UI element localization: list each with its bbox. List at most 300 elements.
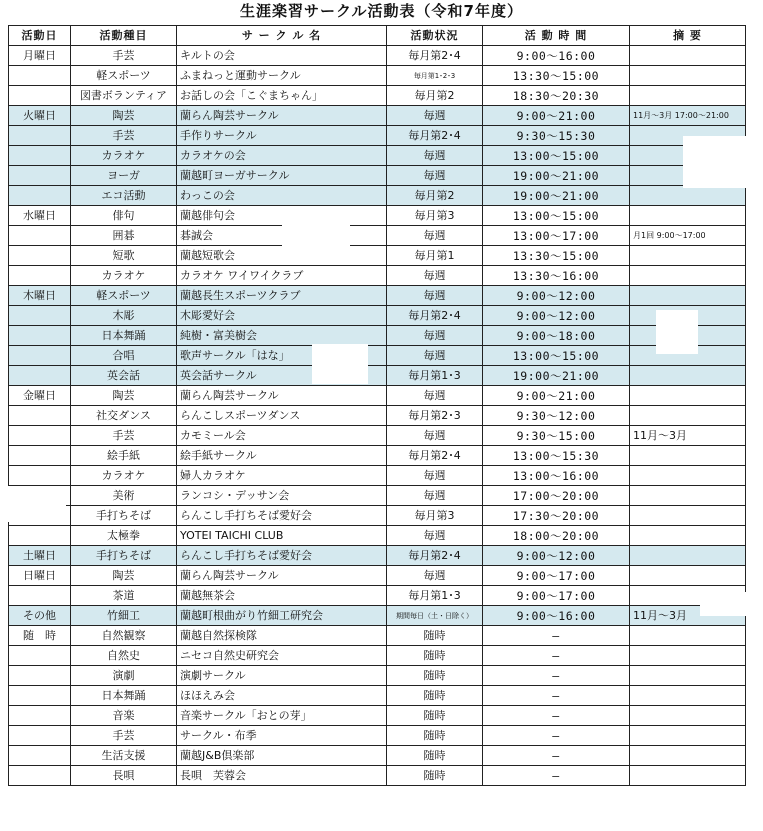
circle-name-text: 音楽サークル「おとの芽」 xyxy=(180,708,312,722)
table-row xyxy=(9,666,746,686)
circle-name-cell xyxy=(177,46,387,66)
status-cell xyxy=(387,326,483,346)
circle-name-text: 蘭越短歌会 xyxy=(180,248,235,262)
table-row xyxy=(9,286,746,306)
table-row xyxy=(9,426,746,446)
time-cell xyxy=(483,546,630,566)
note-cell xyxy=(630,486,746,506)
status-text: 毎週 xyxy=(423,148,446,162)
circle-name-text: 演劇サークル xyxy=(180,668,246,682)
time-cell xyxy=(483,306,630,326)
day-cell xyxy=(9,526,71,546)
table-row xyxy=(9,46,746,66)
note-cell xyxy=(630,86,746,106)
activity-type-text: 陶芸 xyxy=(112,108,135,122)
status-cell xyxy=(387,266,483,286)
activity-type-cell xyxy=(71,586,177,606)
table-row xyxy=(9,66,746,86)
circle-name-cell xyxy=(177,286,387,306)
circle-name-text: カモミール会 xyxy=(180,428,246,442)
circle-name-cell xyxy=(177,566,387,586)
status-cell xyxy=(387,666,483,686)
day-cell xyxy=(9,726,71,746)
day-cell xyxy=(9,646,71,666)
day-cell xyxy=(9,706,71,726)
day-cell xyxy=(9,166,71,186)
status-text: 毎週 xyxy=(423,168,446,182)
activity-type-text: 図書ボランティア xyxy=(79,88,168,102)
table-row xyxy=(9,166,746,186)
activity-type-text: カラオケ xyxy=(101,268,146,282)
day-cell xyxy=(9,386,71,406)
activity-type-text: 日本舞踊 xyxy=(101,328,146,342)
note-cell xyxy=(630,386,746,406)
table-row xyxy=(9,726,746,746)
status-text: 毎週 xyxy=(423,568,446,582)
status-cell xyxy=(387,686,483,706)
time-text: 9:00～16:00 xyxy=(516,48,596,63)
time-cell xyxy=(483,506,630,526)
circle-name-text: 蘭らん陶芸サークル xyxy=(180,108,279,122)
activity-type-cell xyxy=(71,106,177,126)
time-text: 18:00～20:00 xyxy=(512,528,600,543)
time-cell xyxy=(483,486,630,506)
header-row xyxy=(9,26,746,46)
note-cell xyxy=(630,266,746,286)
status-text: 随時 xyxy=(423,768,446,782)
activity-type-cell xyxy=(71,186,177,206)
circle-name-text: 蘭越町根曲がり竹細工研究会 xyxy=(180,608,323,622)
status-text: 随時 xyxy=(423,748,446,762)
note-text: 月1回 9:00～17:00 xyxy=(633,231,706,240)
time-cell xyxy=(483,146,630,166)
redaction-patch xyxy=(683,136,747,188)
circle-name-cell xyxy=(177,126,387,146)
circle-name-cell xyxy=(177,606,387,626)
circle-name-cell xyxy=(177,626,387,646)
circle-name-text: 手作りサークル xyxy=(180,128,257,142)
note-cell xyxy=(630,726,746,746)
activity-type-text: カラオケ xyxy=(101,468,146,482)
activity-type-text: 長唄 xyxy=(112,768,135,782)
time-cell xyxy=(483,326,630,346)
circle-name-text: キルトの会 xyxy=(180,48,235,62)
time-cell xyxy=(483,246,630,266)
header-type: 活動種目 xyxy=(71,26,177,46)
day-cell xyxy=(9,626,71,646)
note-cell xyxy=(630,526,746,546)
activity-type-cell xyxy=(71,406,177,426)
note-cell xyxy=(630,566,746,586)
circle-name-text: 長唄 芙蓉会 xyxy=(180,768,246,782)
circle-name-text: 蘭越俳句会 xyxy=(180,208,235,222)
activity-table xyxy=(8,25,746,786)
status-cell xyxy=(387,206,483,226)
activity-type-text: 生活支援 xyxy=(101,748,146,762)
activity-type-text: 日本舞踊 xyxy=(101,688,146,702)
time-text: 9:00～17:00 xyxy=(516,568,596,583)
status-cell xyxy=(387,646,483,666)
status-cell xyxy=(387,186,483,206)
time-text: — xyxy=(552,628,560,643)
header-status: 活動状況 xyxy=(387,26,483,46)
activity-type-cell xyxy=(71,346,177,366)
status-cell xyxy=(387,306,483,326)
circle-name-cell xyxy=(177,586,387,606)
circle-name-text: 婦人カラオケ xyxy=(180,468,246,482)
day-cell xyxy=(9,346,71,366)
circle-name-cell xyxy=(177,446,387,466)
activity-type-cell xyxy=(71,546,177,566)
day-cell xyxy=(9,566,71,586)
time-text: 13:00～15:30 xyxy=(512,448,600,463)
activity-type-cell xyxy=(71,206,177,226)
circle-name-cell xyxy=(177,326,387,346)
circle-name-text: らんこしスポーツダンス xyxy=(180,408,301,422)
status-text: 期間毎日（土・日除く） xyxy=(396,612,473,620)
status-cell xyxy=(387,546,483,566)
time-cell xyxy=(483,86,630,106)
table-row xyxy=(9,506,746,526)
status-text: 毎月第2 xyxy=(414,88,455,102)
status-text: 随時 xyxy=(423,688,446,702)
status-cell xyxy=(387,466,483,486)
time-cell xyxy=(483,646,630,666)
time-text: 9:00～12:00 xyxy=(516,288,596,303)
day-text: 火曜日 xyxy=(23,108,56,122)
day-cell xyxy=(9,266,71,286)
status-text: 毎月第2･3 xyxy=(408,408,461,422)
activity-type-text: 合唱 xyxy=(112,348,135,362)
note-cell xyxy=(630,406,746,426)
status-cell xyxy=(387,506,483,526)
activity-type-cell xyxy=(71,46,177,66)
activity-type-text: 美術 xyxy=(112,488,135,502)
circle-name-text: ニセコ自然史研究会 xyxy=(180,648,279,662)
status-text: 毎月第2･4 xyxy=(408,128,461,142)
status-text: 毎週 xyxy=(423,488,446,502)
time-text: — xyxy=(552,728,560,743)
time-cell xyxy=(483,46,630,66)
status-text: 毎月第1･2･3 xyxy=(413,72,456,80)
activity-type-text: 陶芸 xyxy=(112,568,135,582)
note-text: 11月～3月 17:00～21:00 xyxy=(633,111,729,120)
day-text: 随 時 xyxy=(23,628,56,642)
circle-name-cell xyxy=(177,546,387,566)
time-text: 13:00～16:00 xyxy=(512,468,600,483)
status-cell xyxy=(387,446,483,466)
activity-type-text: エコ活動 xyxy=(101,188,146,202)
activity-type-text: 自然観察 xyxy=(101,628,146,642)
activity-type-cell xyxy=(71,566,177,586)
day-cell xyxy=(9,326,71,346)
time-cell xyxy=(483,446,630,466)
circle-name-cell xyxy=(177,486,387,506)
time-cell xyxy=(483,346,630,366)
table-row xyxy=(9,206,746,226)
activity-type-text: カラオケ xyxy=(101,148,146,162)
status-text: 毎月第3 xyxy=(414,208,455,222)
note-cell xyxy=(630,206,746,226)
day-cell xyxy=(9,286,71,306)
note-cell xyxy=(630,666,746,686)
day-cell xyxy=(9,686,71,706)
note-cell xyxy=(630,106,746,126)
activity-type-text: 囲碁 xyxy=(112,228,135,242)
time-text: 13:30～15:00 xyxy=(512,248,600,263)
time-text: — xyxy=(552,648,560,663)
activity-type-text: 太極拳 xyxy=(107,528,140,542)
circle-name-text: 蘭らん陶芸サークル xyxy=(180,568,279,582)
day-cell xyxy=(9,246,71,266)
day-cell xyxy=(9,86,71,106)
status-cell xyxy=(387,726,483,746)
table-row xyxy=(9,526,746,546)
time-cell xyxy=(483,186,630,206)
time-text: 9:00～16:00 xyxy=(516,608,596,623)
circle-name-cell xyxy=(177,726,387,746)
time-cell xyxy=(483,66,630,86)
time-cell xyxy=(483,666,630,686)
status-text: 毎月第1･3 xyxy=(408,368,461,382)
header-day: 活動日 xyxy=(9,26,71,46)
day-cell xyxy=(9,466,71,486)
note-cell xyxy=(630,286,746,306)
table-row xyxy=(9,686,746,706)
day-cell xyxy=(9,446,71,466)
time-cell xyxy=(483,126,630,146)
circle-name-text: 蘭越長生スポーツクラブ xyxy=(180,288,301,302)
activity-type-text: 音楽 xyxy=(112,708,135,722)
status-cell xyxy=(387,126,483,146)
activity-type-text: 手打ちそば xyxy=(96,548,151,562)
circle-name-cell xyxy=(177,106,387,126)
status-cell xyxy=(387,746,483,766)
table-row xyxy=(9,566,746,586)
day-cell xyxy=(9,766,71,786)
activity-type-text: ヨーガ xyxy=(107,168,140,182)
day-text: 土曜日 xyxy=(23,548,56,562)
redaction-patch xyxy=(282,225,350,255)
time-text: 9:30～15:30 xyxy=(516,128,596,143)
day-cell xyxy=(9,306,71,326)
status-text: 毎週 xyxy=(423,268,446,282)
time-text: 9:00～21:00 xyxy=(516,108,596,123)
time-text: — xyxy=(552,688,560,703)
day-text: その他 xyxy=(23,608,56,622)
status-text: 毎週 xyxy=(423,288,446,302)
table-row xyxy=(9,226,746,246)
day-cell xyxy=(9,186,71,206)
time-cell xyxy=(483,526,630,546)
time-text: 17:30～20:00 xyxy=(512,508,600,523)
circle-name-text: サークル・布季 xyxy=(180,728,257,742)
time-text: 18:30～20:30 xyxy=(512,88,600,103)
activity-type-cell xyxy=(71,266,177,286)
day-cell xyxy=(9,606,71,626)
time-text: 9:30～15:00 xyxy=(516,428,596,443)
activity-type-text: 社交ダンス xyxy=(96,408,151,422)
table-row xyxy=(9,266,746,286)
circle-name-cell xyxy=(177,666,387,686)
day-cell xyxy=(9,406,71,426)
circle-name-cell xyxy=(177,766,387,786)
day-cell xyxy=(9,226,71,246)
activity-type-cell xyxy=(71,486,177,506)
table-row xyxy=(9,106,746,126)
activity-type-cell xyxy=(71,126,177,146)
day-text: 水曜日 xyxy=(23,208,56,222)
status-text: 毎月第2 xyxy=(414,188,455,202)
status-text: 随時 xyxy=(423,708,446,722)
status-cell xyxy=(387,86,483,106)
activity-type-text: 軽スポーツ xyxy=(96,68,151,82)
table-row xyxy=(9,546,746,566)
day-text: 月曜日 xyxy=(23,48,56,62)
day-cell xyxy=(9,746,71,766)
time-text: 13:00～15:00 xyxy=(512,348,600,363)
day-cell xyxy=(9,106,71,126)
time-cell xyxy=(483,566,630,586)
status-cell xyxy=(387,46,483,66)
activity-type-cell xyxy=(71,306,177,326)
activity-type-cell xyxy=(71,626,177,646)
status-text: 随時 xyxy=(423,648,446,662)
status-text: 毎週 xyxy=(423,348,446,362)
circle-name-text: わっこの会 xyxy=(180,188,235,202)
day-text: 金曜日 xyxy=(23,388,56,402)
time-cell xyxy=(483,586,630,606)
status-cell xyxy=(387,406,483,426)
time-cell xyxy=(483,266,630,286)
activity-type-cell xyxy=(71,726,177,746)
table-row xyxy=(9,446,746,466)
status-text: 毎週 xyxy=(423,388,446,402)
circle-name-cell xyxy=(177,166,387,186)
activity-type-cell xyxy=(71,326,177,346)
table-row xyxy=(9,126,746,146)
circle-name-cell xyxy=(177,406,387,426)
status-text: 毎月第1 xyxy=(414,248,455,262)
time-cell xyxy=(483,226,630,246)
time-cell xyxy=(483,746,630,766)
status-text: 毎月第2･4 xyxy=(408,548,461,562)
day-cell xyxy=(9,586,71,606)
status-text: 毎週 xyxy=(423,428,446,442)
day-text: 木曜日 xyxy=(23,288,56,302)
activity-type-cell xyxy=(71,466,177,486)
circle-name-cell xyxy=(177,86,387,106)
activity-type-cell xyxy=(71,666,177,686)
activity-type-cell xyxy=(71,426,177,446)
redaction-patch xyxy=(312,344,368,384)
note-cell xyxy=(630,746,746,766)
activity-type-cell xyxy=(71,386,177,406)
note-cell xyxy=(630,186,746,206)
table-row xyxy=(9,326,746,346)
table-row xyxy=(9,246,746,266)
circle-name-cell xyxy=(177,146,387,166)
day-cell xyxy=(9,146,71,166)
time-cell xyxy=(483,206,630,226)
activity-type-text: 手芸 xyxy=(112,728,135,742)
time-text: 9:00～18:00 xyxy=(516,328,596,343)
time-text: — xyxy=(552,768,560,783)
time-text: 9:00～12:00 xyxy=(516,548,596,563)
note-text: 11月～3月 xyxy=(633,428,687,442)
table-row xyxy=(9,366,746,386)
activity-type-cell xyxy=(71,66,177,86)
circle-name-text: らんこし手打ちそば愛好会 xyxy=(180,508,312,522)
time-cell xyxy=(483,366,630,386)
circle-name-cell xyxy=(177,386,387,406)
status-text: 毎月第1･3 xyxy=(408,588,461,602)
page-title: 生涯楽習サークル活動表（令和7年度） xyxy=(240,2,523,20)
time-text: 9:00～21:00 xyxy=(516,388,596,403)
status-cell xyxy=(387,766,483,786)
note-cell xyxy=(630,366,746,386)
status-text: 毎月第2･4 xyxy=(408,48,461,62)
circle-name-text: カラオケ ワイワイクラブ xyxy=(180,268,304,282)
time-text: 13:00～15:00 xyxy=(512,148,600,163)
circle-name-cell xyxy=(177,706,387,726)
circle-name-text: 碁誠会 xyxy=(180,228,213,242)
activity-type-cell xyxy=(71,766,177,786)
circle-name-text: 絵手紙サークル xyxy=(180,448,257,462)
note-cell xyxy=(630,546,746,566)
table-row xyxy=(9,646,746,666)
time-text: 19:00～21:00 xyxy=(512,368,600,383)
activity-type-cell xyxy=(71,366,177,386)
circle-name-cell xyxy=(177,426,387,446)
activity-type-text: 自然史 xyxy=(107,648,140,662)
circle-name-text: 蘭越自然探検隊 xyxy=(180,628,257,642)
activity-type-text: 手芸 xyxy=(112,128,135,142)
table-row xyxy=(9,706,746,726)
circle-name-text: YOTEI TAICHI CLUB xyxy=(180,528,284,542)
activity-type-cell xyxy=(71,706,177,726)
circle-name-text: ほほえみ会 xyxy=(180,688,235,702)
circle-name-cell xyxy=(177,686,387,706)
circle-name-cell xyxy=(177,466,387,486)
time-cell xyxy=(483,166,630,186)
status-text: 毎月第3 xyxy=(414,508,455,522)
activity-type-text: 英会話 xyxy=(107,368,140,382)
table-row xyxy=(9,146,746,166)
status-text: 毎月第2･4 xyxy=(408,308,461,322)
circle-name-cell xyxy=(177,746,387,766)
activity-type-text: 演劇 xyxy=(112,668,135,682)
time-text: 13:30～16:00 xyxy=(512,268,600,283)
activity-type-text: 軽スポーツ xyxy=(96,288,151,302)
day-cell xyxy=(9,66,71,86)
activity-type-text: 手芸 xyxy=(112,48,135,62)
circle-name-text: 木彫愛好会 xyxy=(180,308,235,322)
status-cell xyxy=(387,66,483,86)
circle-name-cell xyxy=(177,526,387,546)
day-cell xyxy=(9,546,71,566)
activity-type-cell xyxy=(71,646,177,666)
status-cell xyxy=(387,166,483,186)
day-cell xyxy=(9,46,71,66)
time-cell xyxy=(483,286,630,306)
activity-type-text: 俳句 xyxy=(112,208,135,222)
time-cell xyxy=(483,406,630,426)
circle-name-cell xyxy=(177,66,387,86)
time-cell xyxy=(483,706,630,726)
activity-type-text: 木彫 xyxy=(112,308,135,322)
circle-name-text: 英会話サークル xyxy=(180,368,257,382)
